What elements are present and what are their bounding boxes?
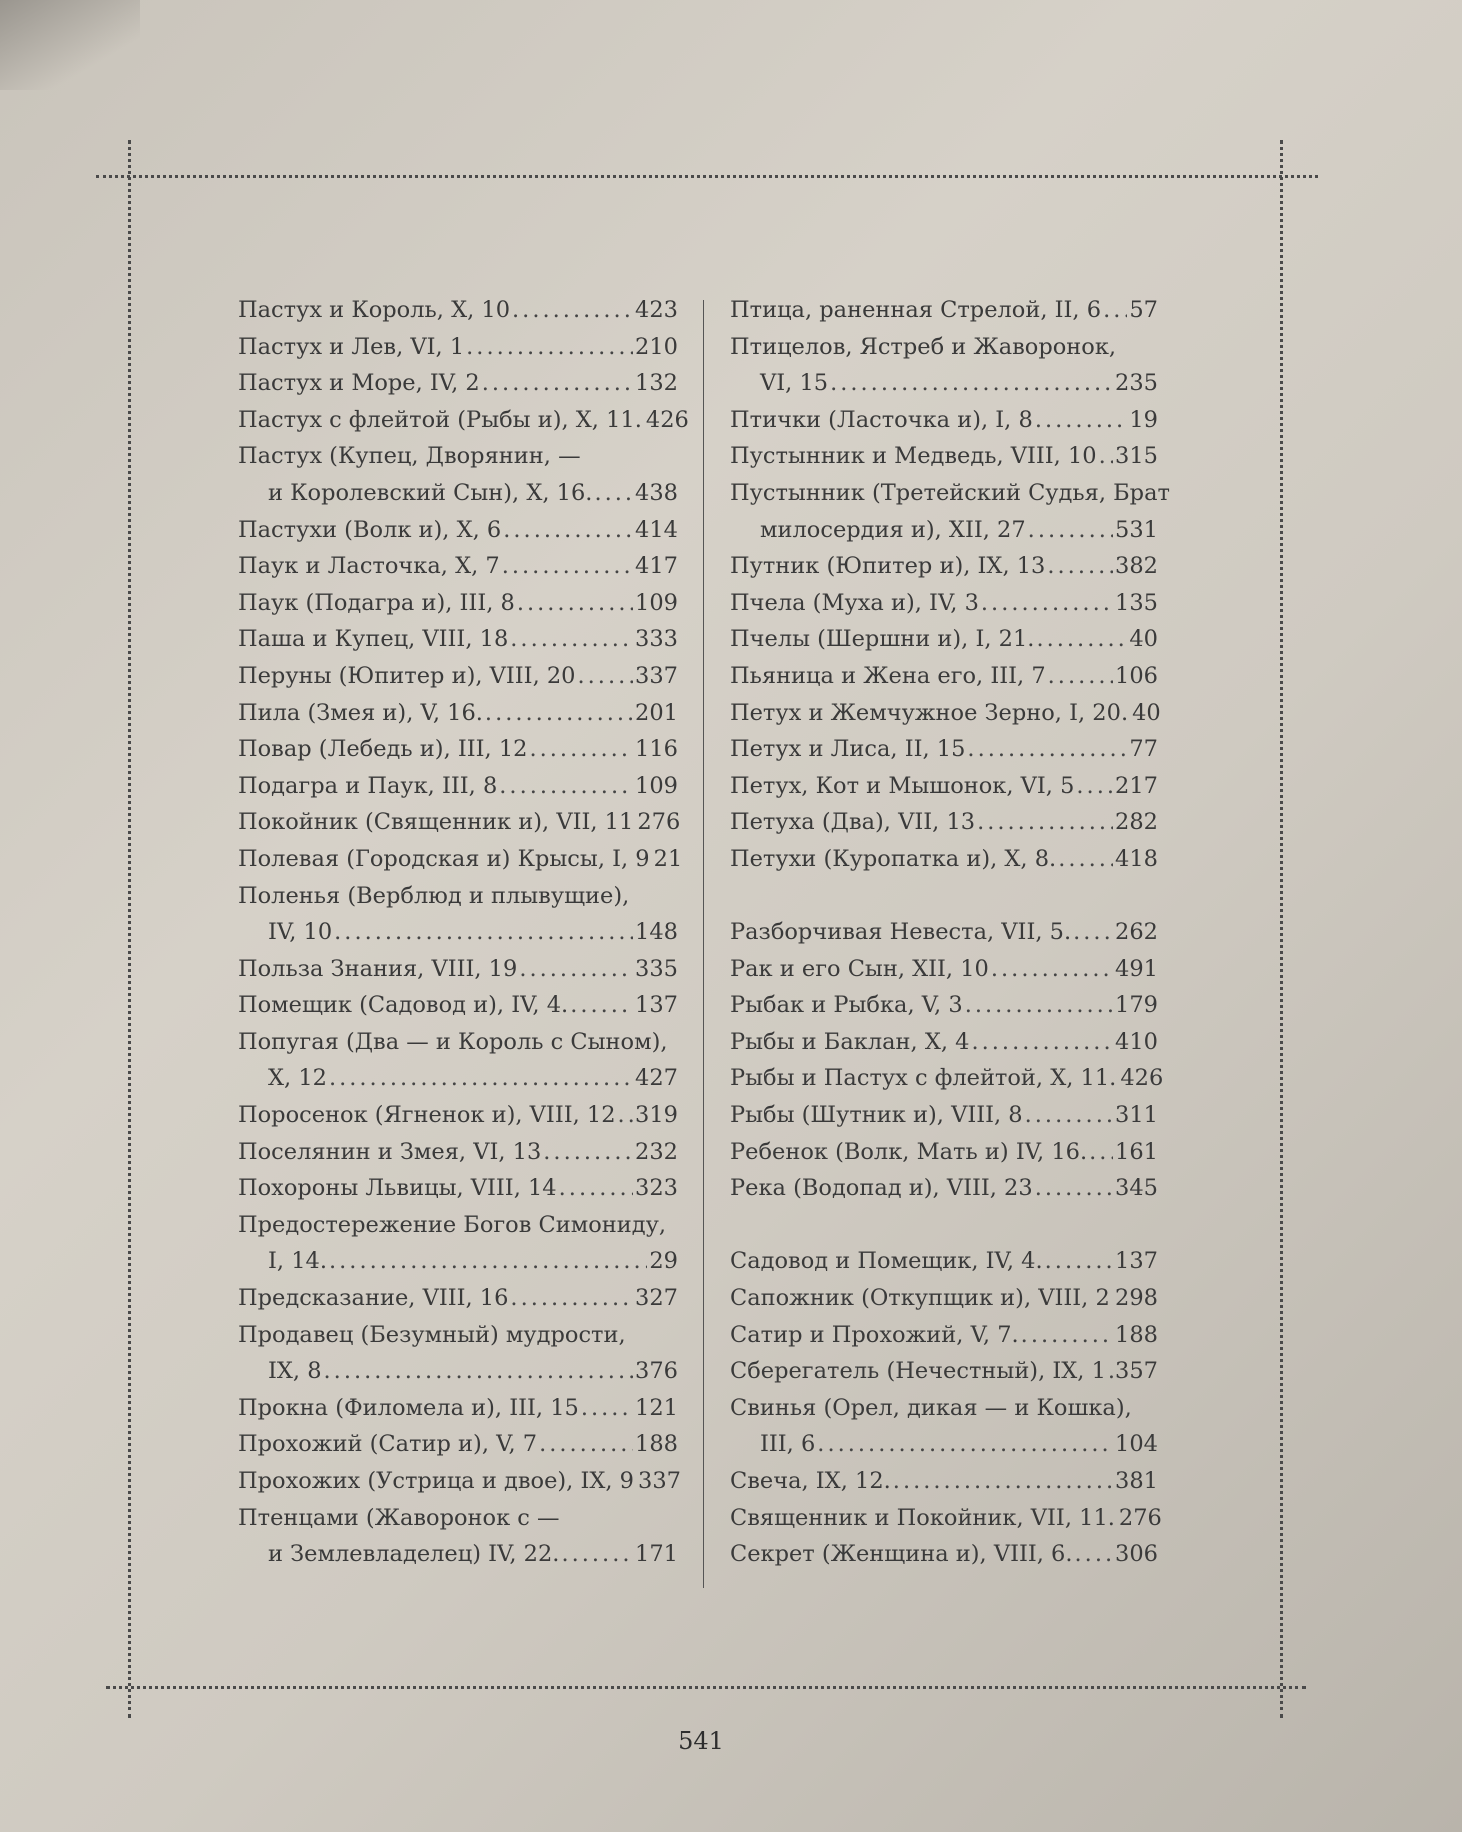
dot-leader [466,329,633,366]
dot-leader [581,1390,633,1427]
entry-title: Паук (Подагра и), III, 8 [238,589,515,616]
entry-page-number: 426 [1120,1065,1164,1092]
entry-title: Река (Водопад и), VIII, 23 [730,1175,1033,1202]
dot-leader [977,804,1113,841]
index-entry [238,548,678,585]
entry-page-number: 376 [635,1358,678,1385]
dot-leader [519,951,633,988]
index-entry [238,1243,678,1280]
dot-leader [594,475,633,512]
entry-title: Предсказание, VIII, 16 [238,1285,509,1312]
entry-title: VI, 15 [760,370,829,397]
dot-leader [1035,402,1128,439]
entry-page-number: 188 [635,1431,678,1458]
entry-title: Похороны Львицы, VIII, 14 [238,1175,557,1202]
index-entry [730,402,1158,439]
entry-title: Паук и Ласточка, X, 7 [238,553,500,580]
index-entry [730,1317,1158,1354]
entry-page-number: 121 [635,1394,678,1421]
entry-title: Подагра и Паук, III, 8 [238,772,498,799]
entry-title: IX, 8 [268,1358,322,1385]
entry-title: Пустынник и Медведь, VIII, 10 [730,443,1097,470]
dot-leader [1028,512,1113,549]
index-entry [730,1024,1158,1061]
entry-page-number: 306 [1115,1541,1158,1568]
index-entry [238,1390,678,1427]
entry-page-number: 132 [635,370,678,397]
dot-leader [510,1280,633,1317]
dot-leader [329,1243,647,1280]
entry-page-number: 210 [635,333,678,360]
entry-page-number: 116 [635,736,678,763]
dot-leader [578,658,634,695]
index-entry [238,914,678,951]
entry-page-number: 426 [645,406,689,433]
dot-leader [334,914,633,951]
entry-page-number: 179 [1115,992,1158,1019]
dot-leader [517,585,633,622]
entry-page-number: 335 [635,955,678,982]
entry-title: Пчела (Муха и), IV, 3 [730,589,979,616]
entry-page-number: 262 [1115,919,1158,946]
index-entry [238,768,678,805]
dot-leader [965,987,1113,1024]
entry-title: Петух и Лиса, II, 15 [730,736,966,763]
index-entry [730,731,1158,768]
index-entry [238,731,678,768]
entry-title: Секрет (Женщина и), VIII, 6. [730,1541,1073,1568]
index-entry [238,402,689,439]
entry-title: Польза Знания, VIII, 19 [238,955,518,982]
entry-title: Прохожих (Устрица и двое), IX, 9 [238,1468,635,1494]
page-corner-shadow [0,0,140,90]
dot-leader [1021,1317,1113,1354]
index-entry [730,1353,1158,1390]
dot-leader [1108,1353,1113,1390]
frame-bottom-border [106,1686,1306,1689]
index-entry [730,1134,1158,1171]
index-entry [730,292,1158,329]
index-entry [238,1353,678,1390]
entry-title: Ребенок (Волк, Мать и) IV, 16. [730,1138,1088,1165]
entry-page-number: 137 [1115,1248,1158,1275]
entry-page-number: 491 [1115,955,1158,982]
entry-title: и Землевладелец) IV, 22. [268,1541,560,1568]
index-entry [238,292,678,329]
entry-page-number: 418 [1115,845,1158,872]
entry-page-number: 337 [635,662,678,689]
dot-leader [529,731,633,768]
entry-title: милосердия и), XII, 27 [760,516,1026,543]
dot-leader [499,768,633,805]
entry-page-number: 417 [635,553,678,580]
dot-leader [1076,768,1113,805]
entry-page-number: 19 [1129,406,1158,433]
dot-leader [971,1024,1113,1061]
dot-leader [512,292,633,329]
entry-title: Пастух и Море, IV, 2 [238,370,480,397]
dot-leader [559,1170,633,1207]
index-entry [730,438,1158,475]
dot-leader [1048,658,1113,695]
dot-leader [510,621,633,658]
entry-page-number: 327 [635,1285,678,1312]
dot-leader [1103,292,1127,329]
index-entry-heading: Пастух (Купец, Дворянин, — [238,443,581,470]
index-entry [730,548,1158,585]
section-gap [730,1207,1158,1244]
index-entry-heading: Птенцами (Жаворонок с — [238,1504,560,1531]
entry-page-number: 148 [635,919,678,946]
index-entry [730,621,1158,658]
entry-title: Поселянин и Змея, VI, 13 [238,1138,542,1165]
index-entry [730,914,1158,951]
entry-page-number: 217 [1115,772,1158,799]
entry-page-number: 161 [1115,1138,1158,1165]
dot-leader [1099,438,1113,475]
frame-right-border [1280,140,1283,1718]
entry-page-number: 188 [1115,1321,1158,1348]
entry-page-number: 29 [649,1248,678,1275]
dot-leader [1036,621,1127,658]
index-entry [238,1280,678,1317]
entry-page-number: 438 [635,479,678,506]
index-entry [238,1134,678,1171]
entry-page-number: 106 [1115,662,1158,689]
entry-page-number: 423 [635,297,678,323]
entry-title: Садовод и Помещик, IV, 4. [730,1248,1043,1275]
entry-page-number: 276 [637,809,681,836]
index-entry [730,1500,1162,1537]
index-entry [730,512,1158,549]
index-entry [730,1243,1158,1280]
entry-page-number: 337 [638,1468,681,1494]
dot-leader [893,1463,1113,1500]
dot-leader [1025,1097,1113,1134]
entry-title: Рак и его Сын, XII, 10 [730,955,989,982]
index-entry [238,585,678,622]
entry-title: Сберегатель (Нечестный), IX, 1 [730,1358,1106,1385]
entry-page-number: 40 [1132,699,1161,726]
index-entry [730,585,1158,622]
index-column-left [238,292,689,1573]
dot-leader [991,951,1113,988]
frame-top-border [96,175,1318,178]
index-entry [238,695,678,732]
index-entry-heading: Поленья (Верблюд и плывущие), [238,882,630,909]
frame-left-border [128,140,131,1718]
index-entry [730,951,1158,988]
entry-title: Прохожий (Сатир и), V, 7 [238,1431,538,1458]
dot-leader [482,365,633,402]
index-entry [730,658,1158,695]
entry-page-number: 315 [1115,443,1158,470]
entry-title: Рыбы (Шутник и), VIII, 8 [730,1102,1023,1129]
index-entry [238,951,678,988]
index-entry [238,1536,678,1573]
index-entry [238,1060,678,1097]
entry-page-number: 21 [653,845,683,872]
section-gap [730,878,1158,915]
index-entry [238,1426,678,1463]
index-entry [730,365,1158,402]
entry-title: Путник (Юпитер и), IX, 13 [730,553,1046,580]
index-entry-heading: Свинья (Орел, дикая — и Кошка), [730,1394,1132,1421]
dot-leader [502,548,633,585]
index-entry [238,841,683,878]
entry-title: IV, 10 [268,919,333,946]
entry-title: Пастух и Лев, VI, 1 [238,333,465,360]
index-entry-heading: Продавец (Безумный) мудрости, [238,1321,626,1348]
entry-title: Пастух с флейтой (Рыбы и), X, 11. [238,406,642,433]
index-entry [238,658,678,695]
dot-leader [967,731,1127,768]
dot-leader [324,1353,634,1390]
entry-title: Рыбы и Пастух с флейтой, X, 11. [730,1065,1117,1092]
entry-title: Рыбы и Баклан, X, 4 [730,1028,970,1055]
dot-leader [503,512,633,549]
dot-leader [817,1426,1113,1463]
index-entry [730,1426,1158,1463]
index-entry [238,365,678,402]
index-entry [730,695,1161,732]
dot-leader [1089,1134,1113,1171]
entry-page-number: 311 [1115,1102,1158,1129]
entry-title: Полевая (Городская и) Крысы, I, 9 [238,845,650,872]
entry-title: Птички (Ласточка и), I, 8 [730,406,1033,433]
entry-title: Прокна (Филомела и), III, 15 [238,1394,579,1421]
entry-title: Пастух и Король, X, 10 [238,297,511,323]
entry-title: III, 6 [760,1431,816,1458]
index-entry [730,841,1158,878]
entry-title: Рыбак и Рыбка, V, 3 [730,992,963,1019]
entry-page-number: 414 [635,516,678,543]
entry-title: Птица, раненная Стрелой, II, 6 [730,297,1102,323]
dot-leader [830,365,1113,402]
index-entry [238,475,678,512]
entry-page-number: 298 [1115,1285,1158,1312]
entry-page-number: 137 [635,992,678,1019]
index-entry [730,1097,1158,1134]
entry-page-number: 282 [1115,809,1158,836]
index-entry [730,1463,1158,1500]
index-entry [238,987,678,1024]
dot-leader [981,585,1113,622]
entry-page-number: 276 [1118,1504,1162,1531]
dot-leader [1045,1243,1113,1280]
entry-title: Священник и Покойник, VII, 11. [730,1504,1115,1531]
entry-page-number: 319 [635,1102,678,1129]
entry-title: Повар (Лебедь и), III, 12 [238,736,528,763]
index-entry [730,1536,1158,1573]
entry-page-number: 427 [635,1065,678,1092]
entry-title: X, 12 [268,1065,327,1092]
dot-leader [329,1060,633,1097]
dot-leader [1058,841,1113,878]
index-column-right [730,292,1170,1573]
dot-leader [570,987,633,1024]
entry-page-number: 109 [635,772,678,799]
dot-leader [543,1134,633,1171]
entry-title: Пастухи (Волк и), X, 6 [238,516,502,543]
dot-leader [1047,548,1113,585]
entry-page-number: 345 [1115,1175,1158,1202]
index-entry [238,512,678,549]
index-entry [730,768,1158,805]
index-entry-heading: Пустынник (Третейский Судья, Брат [730,479,1170,506]
entry-page-number: 333 [635,626,678,653]
index-entry [238,329,678,366]
index-entry-heading: Птицелов, Ястреб и Жаворонок, [730,333,1117,360]
entry-page-number: 171 [635,1541,678,1568]
index-entry [730,1280,1158,1317]
dot-leader [561,1536,633,1573]
entry-page-number: 410 [1115,1028,1158,1055]
entry-title: Петуха (Два), VII, 13 [730,809,976,836]
entry-page-number: 382 [1115,553,1158,580]
entry-title: Паша и Купец, VIII, 18 [238,626,509,653]
entry-title: Пила (Змея и), V, 16. [238,699,483,726]
dot-leader [1035,1170,1113,1207]
dot-leader [1073,914,1113,951]
entry-title: Пчелы (Шершни и), I, 21. [730,626,1035,653]
column-divider [703,300,704,1588]
entry-page-number: 77 [1129,736,1158,763]
index-entry [730,1060,1164,1097]
dot-leader [618,1097,634,1134]
dot-leader [485,695,633,732]
index-entry [238,621,678,658]
entry-title: Покойник (Священник и), VII, 11 [238,809,634,836]
entry-page-number: 109 [635,589,678,616]
entry-page-number: 104 [1115,1431,1158,1458]
entry-title: и Королевский Сын), X, 16. [268,479,593,506]
dot-leader [539,1426,633,1463]
index-entry-heading: Попугая (Два — и Король с Сыном), [238,1028,668,1055]
entry-title: Петухи (Куропатка и), X, 8. [730,845,1057,872]
entry-title: I, 14. [268,1248,327,1275]
entry-page-number: 232 [635,1138,678,1165]
index-entry [238,1463,681,1500]
index-entry-heading: Предостережение Богов Симониду, [238,1211,667,1238]
entry-title: Свеча, IX, 12. [730,1468,891,1494]
entry-title: Пьяница и Жена его, III, 7 [730,662,1046,689]
index-entry [238,1097,678,1134]
entry-page-number: 323 [635,1175,678,1202]
entry-page-number: 135 [1115,589,1158,616]
entry-page-number: 381 [1115,1468,1158,1494]
index-entry [238,1170,678,1207]
entry-page-number: 235 [1115,370,1158,397]
entry-title: Перуны (Юпитер и), VIII, 20 [238,662,576,689]
entry-title: Сапожник (Откупщик и), VIII, 2 [730,1285,1110,1312]
entry-title: Поросенок (Ягненок и), VIII, 12 [238,1102,616,1129]
dot-leader [1112,1280,1113,1317]
entry-page-number: 40 [1129,626,1158,653]
entry-title: Петух и Жемчужное Зерно, I, 20. [730,699,1129,726]
index-entry [730,1170,1158,1207]
entry-title: Сатир и Прохожий, V, 7. [730,1321,1019,1348]
entry-page-number: 531 [1115,516,1158,543]
entry-title: Петух, Кот и Мышонок, VI, 5 [730,772,1075,799]
entry-title: Помещик (Садовод и), IV, 4. [238,992,569,1019]
dot-leader [1075,1536,1114,1573]
entry-page-number: 357 [1115,1358,1158,1385]
entry-page-number: 201 [635,699,678,726]
index-entry [730,987,1158,1024]
entry-title: Разборчивая Невеста, VII, 5. [730,919,1072,946]
index-entry [238,804,681,841]
page-number: 541 [678,1727,724,1755]
entry-page-number: 57 [1129,297,1158,323]
index-entry [730,804,1158,841]
